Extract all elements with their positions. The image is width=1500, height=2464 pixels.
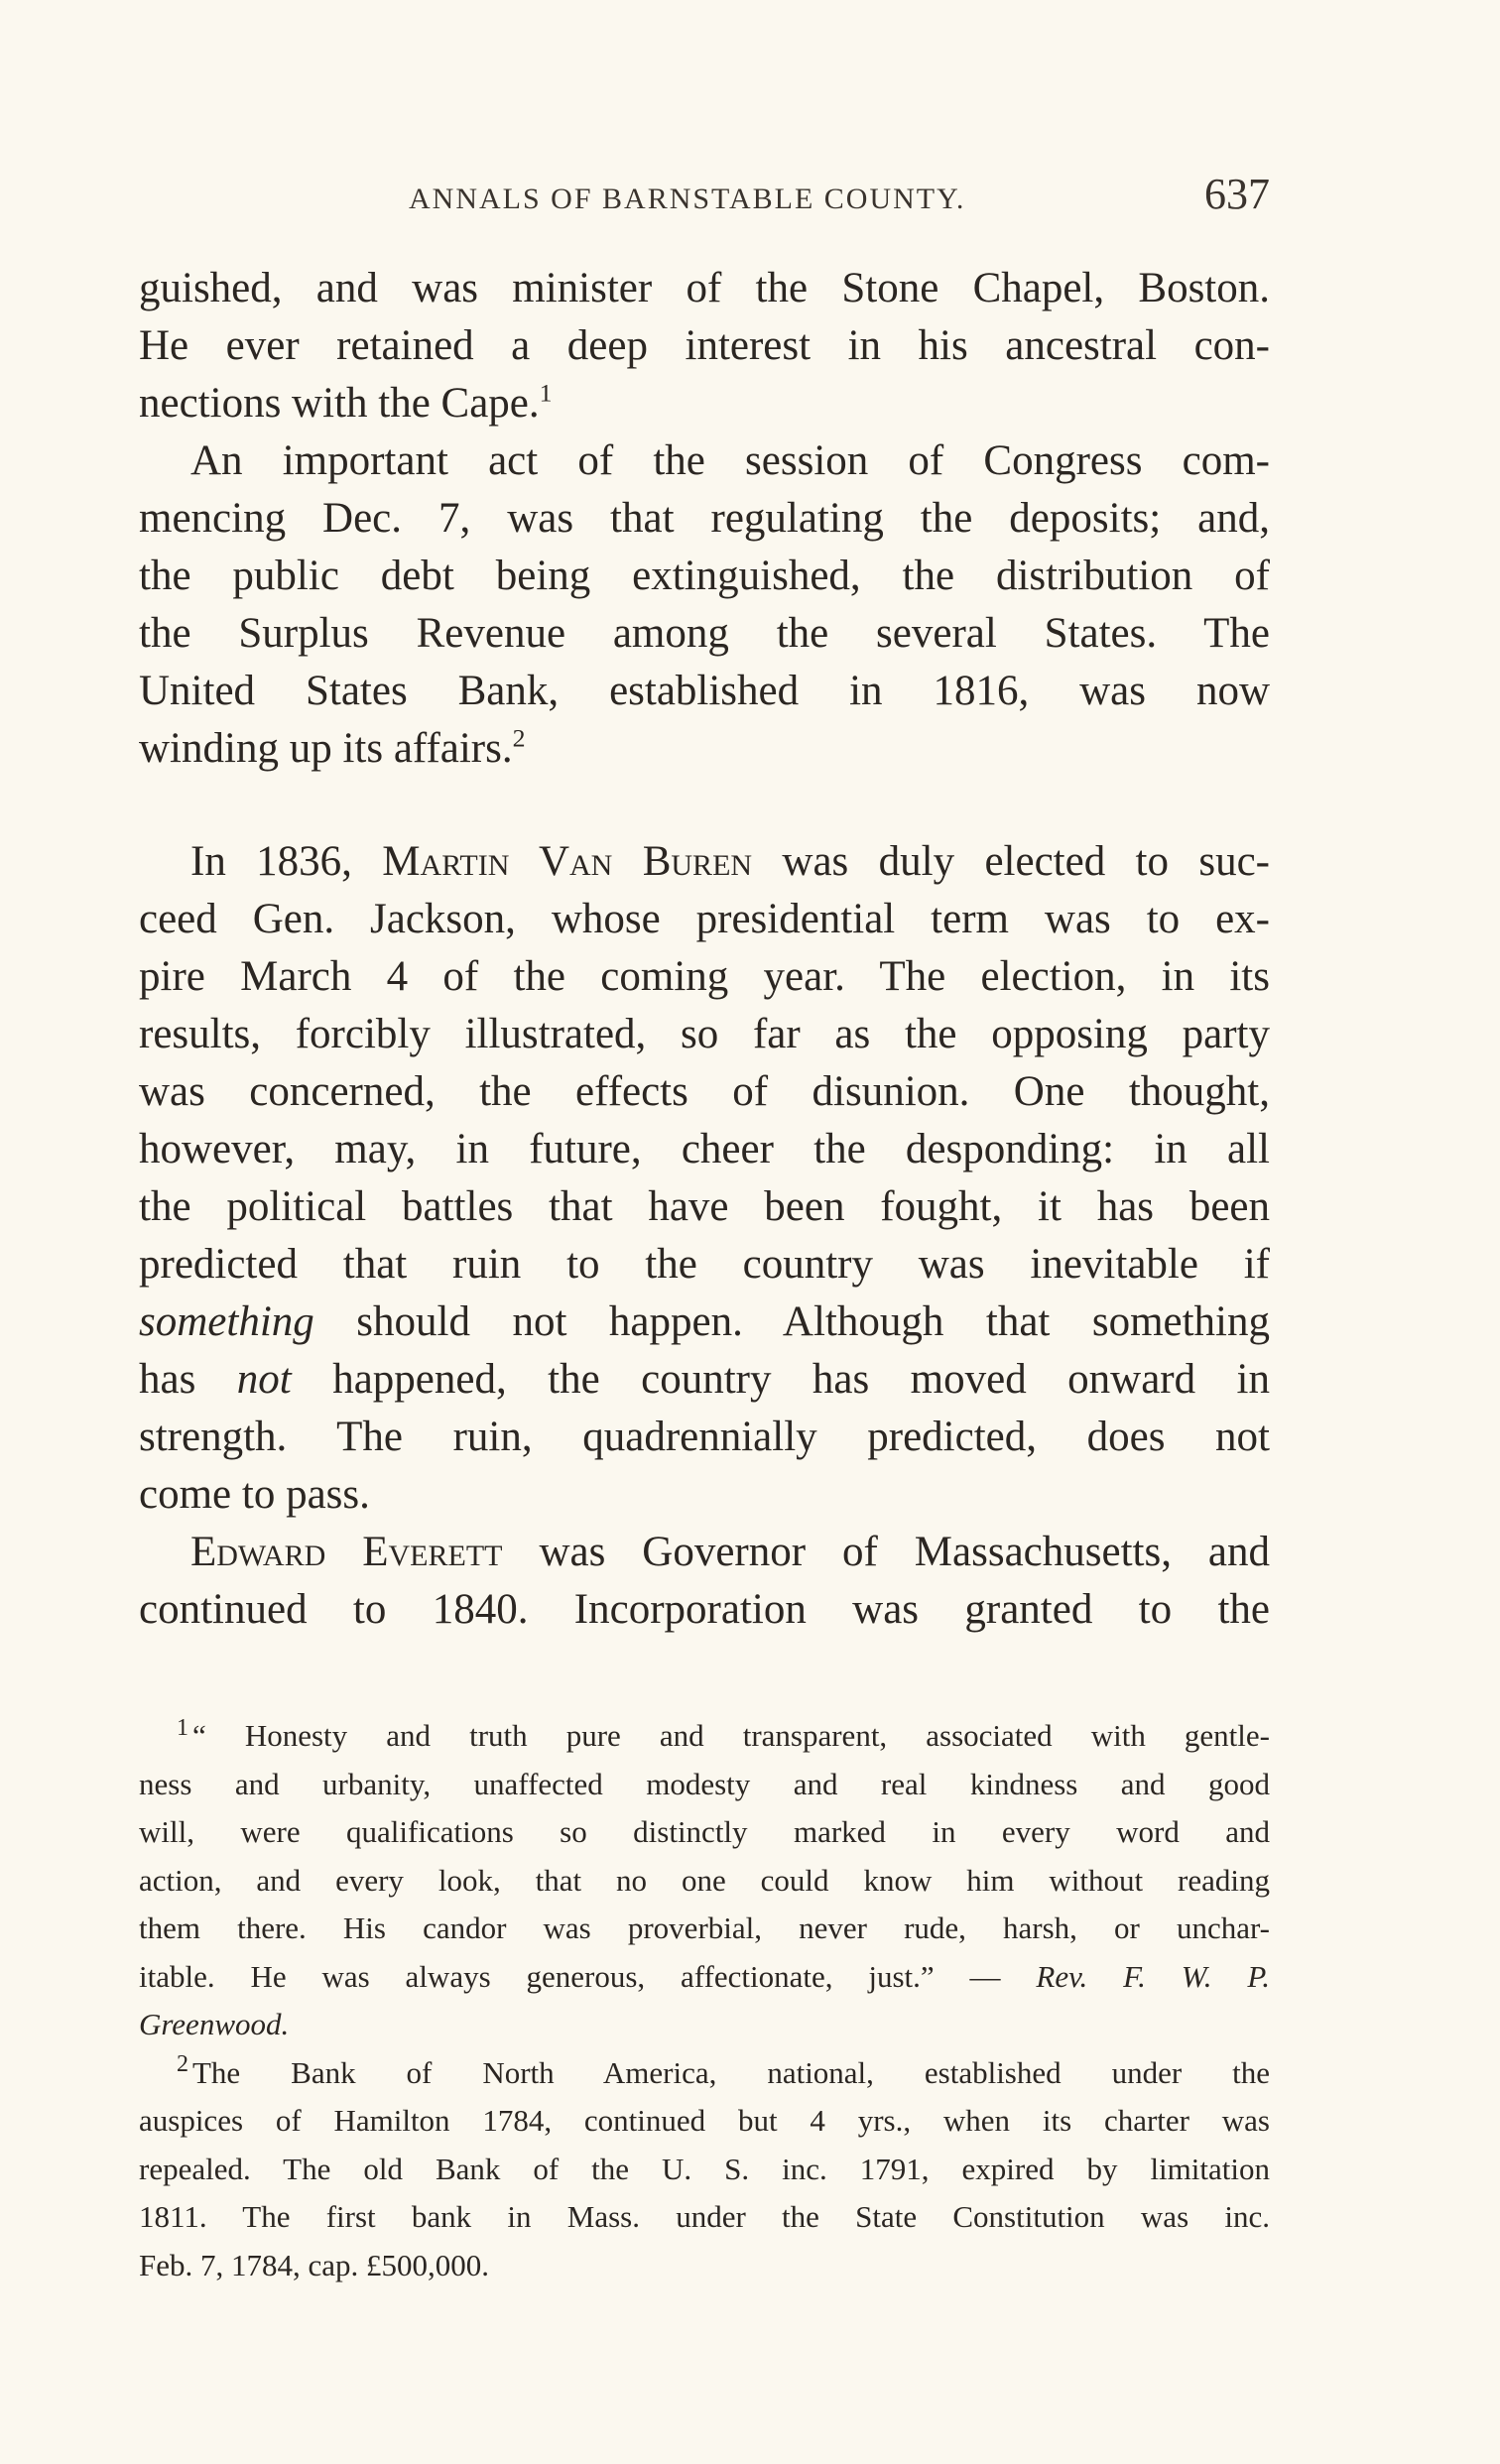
text-line: the Surplus Revenue among the several States. The [139, 610, 1270, 657]
text-line: Edward Everett was Governor of Massachusetts, and [190, 1529, 1270, 1575]
running-head [139, 169, 1270, 228]
footnote-line: $^2$ The Bank of North America, national, established under the [177, 2051, 1270, 2090]
footnote-line [139, 2001, 1270, 2049]
paragraph-1 [139, 260, 1270, 432]
footnote-line: ness and urbanity, unaffected modesty and real kindness and good [139, 1766, 1270, 1801]
page-number: 637 [1204, 170, 1270, 218]
section-gap [139, 778, 1270, 833]
footnote-2 [139, 2049, 1270, 2290]
text-line: has not happened, the country has moved onward in [139, 1356, 1271, 1403]
footnote-line: auspices of Hamilton 1784, continued but 4 yrs., when its charter was [139, 2103, 1270, 2138]
footnote-line: them there. His candor was proverbial, never rude, harsh, or unchar- [139, 1910, 1270, 1945]
text-line: guished, and was minister of the Stone Chapel, Boston. [139, 265, 1270, 311]
body-text [139, 260, 1270, 1639]
text-line: was concerned, the effects of disunion. One thought, [139, 1068, 1270, 1115]
footnote-line: 1811. The first bank in Mass. under the State Constitution was inc. [139, 2199, 1270, 2234]
footnote-line: itable. He was always generous, affectionate, just.” — Rev. F. W. P. [139, 1958, 1271, 1994]
text-line: the public debt being extinguished, the distribution of [139, 553, 1270, 599]
text-line: continued to 1840. Incorporation was granted to the [139, 1586, 1270, 1633]
text-line: predicted that ruin to the country was inevitable if [139, 1241, 1270, 1288]
footnote-mark: 2 [177, 2051, 188, 2078]
paragraph-2 [139, 432, 1270, 778]
person-name: Edward Everett [190, 1529, 503, 1575]
text-line: something should not happen. Although that something [139, 1298, 1271, 1345]
attribution: Rev. F. W. P. [1036, 1958, 1271, 1994]
footnote-ref: 2 [512, 723, 526, 753]
running-title: ANNALS OF BARNSTABLE COUNTY. [409, 183, 966, 215]
emphasis: not [236, 1356, 292, 1403]
footnote-line: will, were qualifications so distinctly marked in every word and [139, 1814, 1270, 1849]
text-line: results, forcibly illustrated, so far as the opposing party [139, 1011, 1270, 1057]
emphasis: something [139, 1298, 314, 1345]
text-line: winding up its affairs.$^2$ [139, 723, 526, 772]
text-line: pire March 4 of the coming year. The election, in its [139, 953, 1270, 1000]
footnotes [139, 1712, 1270, 2289]
text-line: strength. The ruin, quadrennially predicted, does not [139, 1414, 1270, 1460]
text-line: the political battles that have been fought, it has been [139, 1183, 1270, 1230]
attribution: Greenwood. [139, 2007, 290, 2041]
person-name: Martin Van Buren [382, 838, 753, 885]
paragraph-3 [139, 833, 1270, 1524]
footnote-line: action, and every look, that no one could know him without reading [139, 1862, 1270, 1898]
footnote-line: repealed. The old Bank of the U. S. inc. 1791, expired by limitation [139, 2151, 1270, 2186]
footnote-mark: 1 [177, 1714, 188, 1741]
footnote-ref: 1 [539, 378, 553, 408]
footnote-line: Feb. 7, 1784, cap. £500,000. [139, 2247, 490, 2282]
text-line: nections with the Cape.$^1$ [139, 378, 553, 427]
text-line: come to pass. [139, 1471, 370, 1518]
text-line: mencing Dec. 7, was that regulating the deposits; and, [139, 495, 1270, 542]
text-line: He ever retained a deep interest in his ancestral con- [139, 322, 1270, 369]
text-line: however, may, in future, cheer the desponding: in all [139, 1126, 1270, 1172]
text-line: United States Bank, established in 1816, was now [139, 668, 1270, 714]
text-line: An important act of the session of Congress com- [190, 437, 1270, 484]
text-line: In 1836, Martin Van Buren was duly elected to suc- [190, 838, 1270, 885]
paragraph-4 [139, 1524, 1270, 1639]
text-line: ceed Gen. Jackson, whose presidential term was to ex- [139, 896, 1270, 942]
footnote-1 [139, 1712, 1270, 2049]
footnote-line: $^1$ “ Honesty and truth pure and transparent, associated with gentle- [177, 1714, 1270, 1753]
